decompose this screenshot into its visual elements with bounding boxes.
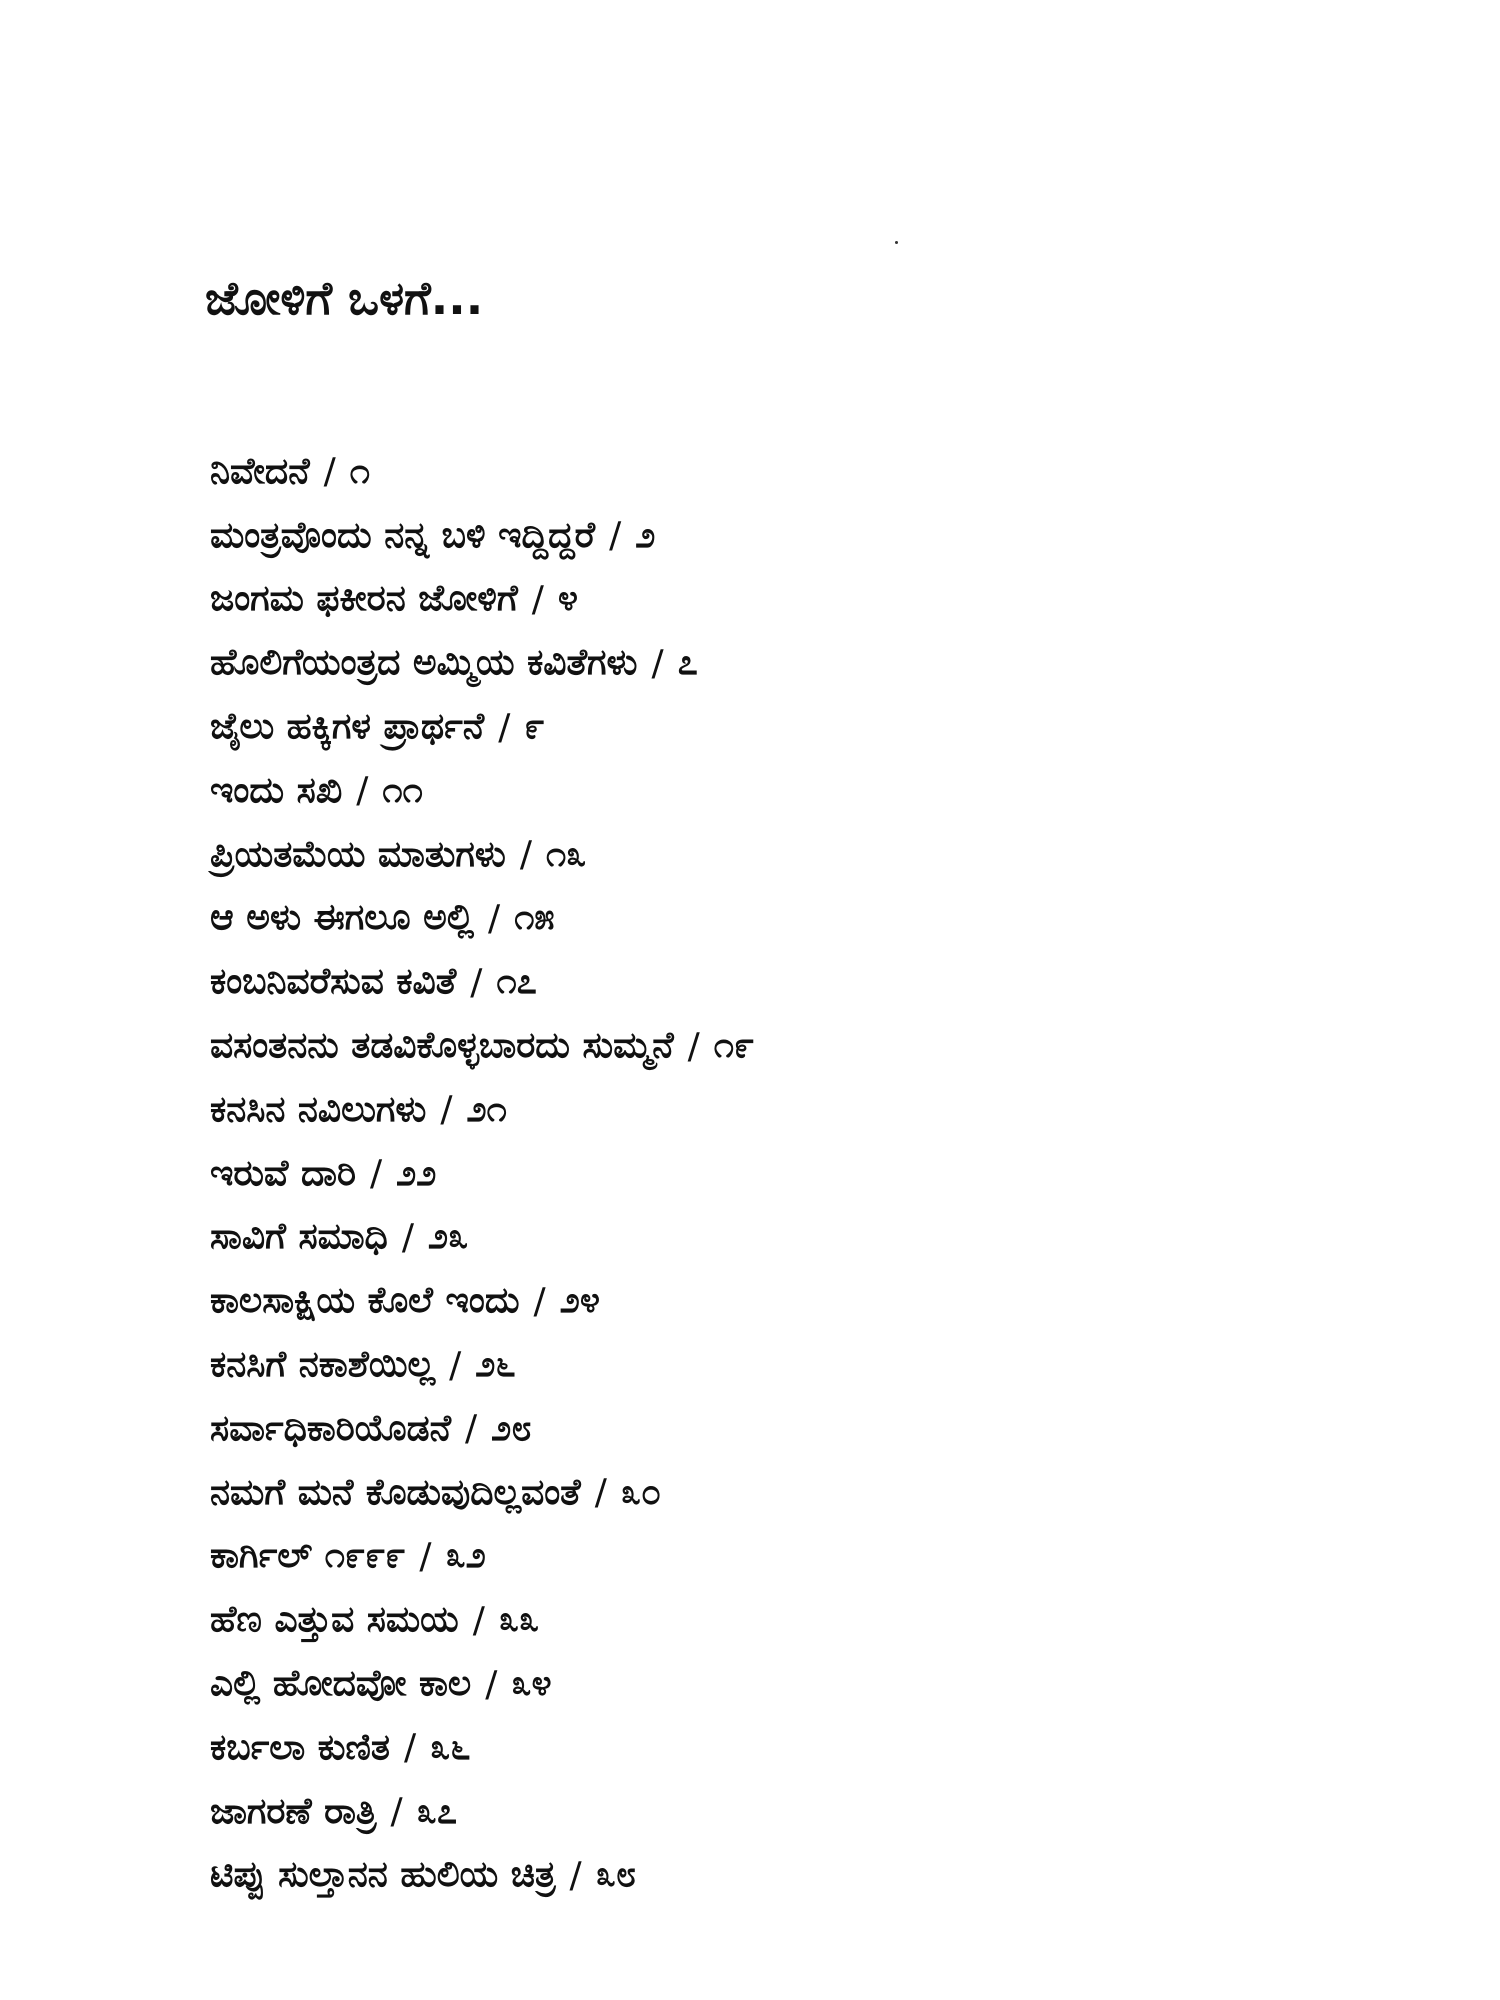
toc-separator: / <box>356 770 369 812</box>
toc-page-number: ೨೪ <box>559 1280 601 1322</box>
table-of-contents <box>210 440 1360 1907</box>
toc-entry <box>210 950 1360 1014</box>
toc-separator: / <box>404 1727 417 1769</box>
toc-entry-title: ಜೈಲು ಹಕ್ಕಿಗಳ ಪ್ರಾರ್ಥನೆ <box>210 706 485 748</box>
toc-entry-title: ಕನಸಿಗೆ ನಕಾಶೆಯಿಲ್ಲ <box>210 1344 436 1386</box>
toc-page-number: ೧೩ <box>546 833 587 875</box>
toc-entry-title: ಜಾಗರಣೆ ರಾತ್ರಿ <box>210 1790 377 1832</box>
toc-separator: / <box>519 834 532 876</box>
toc-separator: / <box>569 1854 582 1896</box>
toc-entry-title: ಇರುವೆ ದಾರಿ <box>210 1152 356 1194</box>
toc-entry <box>210 1269 1360 1333</box>
toc-separator: / <box>531 578 544 620</box>
toc-entry-title: ಸರ್ವಾಧಿಕಾರಿಯೊಡನೆ <box>210 1407 452 1449</box>
toc-entry <box>210 568 1360 632</box>
toc-page-number: ೧೯ <box>713 1025 755 1067</box>
toc-separator: / <box>488 897 501 939</box>
toc-entry <box>210 1142 1360 1206</box>
toc-entry <box>210 1525 1360 1589</box>
toc-entry <box>210 440 1360 504</box>
toc-entry <box>210 504 1360 568</box>
toc-entry-title: ವಸಂತನನು ತಡವಿಕೊಳ್ಳಬಾರದು ಸುಮ್ಮನೆ <box>210 1025 674 1067</box>
toc-entry-title: ಜಂಗಮ ಫಕೀರನ ಜೋಳಿಗೆ <box>210 578 518 620</box>
toc-entry-title: ನಿವೇದನೆ <box>210 450 310 492</box>
toc-page-number: ೩೩ <box>498 1599 540 1641</box>
toc-separator: / <box>533 1280 546 1322</box>
toc-separator: / <box>609 515 622 557</box>
toc-page-number: ೪ <box>557 578 579 620</box>
toc-entry <box>210 887 1360 951</box>
toc-entry <box>210 1588 1360 1652</box>
toc-entry-title: ಕಾಲಸಾಕ್ಷಿಯ ಕೊಲೆ ಇಂದು <box>210 1280 520 1322</box>
toc-entry-title: ಟಿಪ್ಪು ಸುಲ್ತಾನನ ಹುಲಿಯ ಚಿತ್ರ <box>210 1854 556 1896</box>
toc-page-number: ೧೫ <box>514 897 555 939</box>
toc-entry-title: ನಮಗೆ ಮನೆ ಕೊಡುವುದಿಲ್ಲವಂತೆ <box>210 1471 581 1513</box>
toc-page-number: ೩೬ <box>430 1726 471 1768</box>
toc-entry <box>210 1333 1360 1397</box>
toc-entry-title: ಎಲ್ಲಿ ಹೋದವೋ ಕಾಲ <box>210 1663 472 1705</box>
toc-entry-title: ಕನಸಿನ ನವಿಲುಗಳು <box>210 1088 427 1130</box>
toc-page-number: ೭ <box>677 642 698 684</box>
toc-separator: / <box>465 1408 478 1450</box>
toc-page-number: ೩೮ <box>595 1854 637 1896</box>
toc-entry-title: ಮಂತ್ರವೊಂದು ನನ್ನ ಬಳಿ ಇದ್ದಿದ್ದರೆ <box>210 514 596 556</box>
print-speck <box>895 241 898 244</box>
toc-entry <box>210 631 1360 695</box>
toc-separator: / <box>594 1472 607 1514</box>
page-title: ಜೋಳಿಗೆ ಒಳಗೆ... <box>205 270 484 325</box>
toc-page-number: ೨ <box>635 514 656 556</box>
toc-page-number: ೨೨ <box>396 1152 437 1194</box>
toc-separator: / <box>651 642 664 684</box>
toc-entry-title: ಹೆಣ ಎತ್ತುವ ಸಮಯ <box>210 1599 459 1641</box>
toc-entry <box>210 759 1360 823</box>
toc-entry <box>210 1397 1360 1461</box>
toc-page-number: ೨೩ <box>427 1216 469 1258</box>
toc-entry <box>210 1078 1360 1142</box>
toc-separator: / <box>323 451 336 493</box>
toc-page-number: ೩೦ <box>620 1471 662 1513</box>
toc-page-number: ೧೧ <box>382 769 423 811</box>
toc-separator: / <box>449 1344 462 1386</box>
toc-page-number: ೨೧ <box>466 1088 507 1130</box>
toc-entry <box>210 1844 1360 1908</box>
toc-page-number: ೩೪ <box>511 1663 552 1705</box>
toc-entry <box>210 1461 1360 1525</box>
toc-separator: / <box>401 1216 414 1258</box>
toc-separator: / <box>472 1599 485 1641</box>
toc-entry-title: ಕಂಬನಿವರೆಸುವ ಕವಿತೆ <box>210 961 457 1003</box>
toc-separator: / <box>485 1663 498 1705</box>
toc-separator: / <box>419 1535 432 1577</box>
toc-page-number: ೧೭ <box>496 961 537 1003</box>
toc-entry-title: ಹೊಲಿಗೆಯಂತ್ರದ ಅಮ್ಮಿಯ ಕವಿತೆಗಳು <box>210 642 638 684</box>
toc-entry <box>210 1780 1360 1844</box>
toc-entry <box>210 1206 1360 1270</box>
toc-separator: / <box>390 1791 403 1833</box>
toc-entry <box>210 695 1360 759</box>
toc-entry-title: ಇಂದು ಸಖಿ <box>210 769 343 811</box>
toc-entry <box>210 1014 1360 1078</box>
toc-entry <box>210 1716 1360 1780</box>
toc-page-number: ೩೭ <box>416 1790 457 1832</box>
toc-entry-title: ಕರ್ಬಲಾ ಕುಣಿತ <box>210 1726 391 1768</box>
toc-entry-title: ಕಾರ್ಗಿಲ್ ೧೯೯೯ <box>210 1535 406 1577</box>
toc-page-number: ೯ <box>524 706 545 748</box>
toc-separator: / <box>470 961 483 1003</box>
toc-entry <box>210 1652 1360 1716</box>
toc-page-number: ೩೨ <box>445 1535 486 1577</box>
toc-entry <box>210 823 1360 887</box>
toc-separator: / <box>498 706 511 748</box>
toc-entry-title: ಪ್ರಿಯತಮೆಯ ಮಾತುಗಳು <box>210 833 506 875</box>
toc-page-number: ೨೮ <box>491 1407 532 1449</box>
toc-page-number: ೧ <box>349 450 370 492</box>
toc-entry-title: ಸಾವಿಗೆ ಸಮಾಧಿ <box>210 1216 388 1258</box>
toc-page-number: ೨೬ <box>475 1344 516 1386</box>
toc-separator: / <box>440 1089 453 1131</box>
toc-separator: / <box>687 1025 700 1067</box>
toc-separator: / <box>369 1153 383 1195</box>
toc-entry-title: ಆ ಅಳು ಈಗಲೂ ಅಲ್ಲಿ <box>210 897 475 939</box>
